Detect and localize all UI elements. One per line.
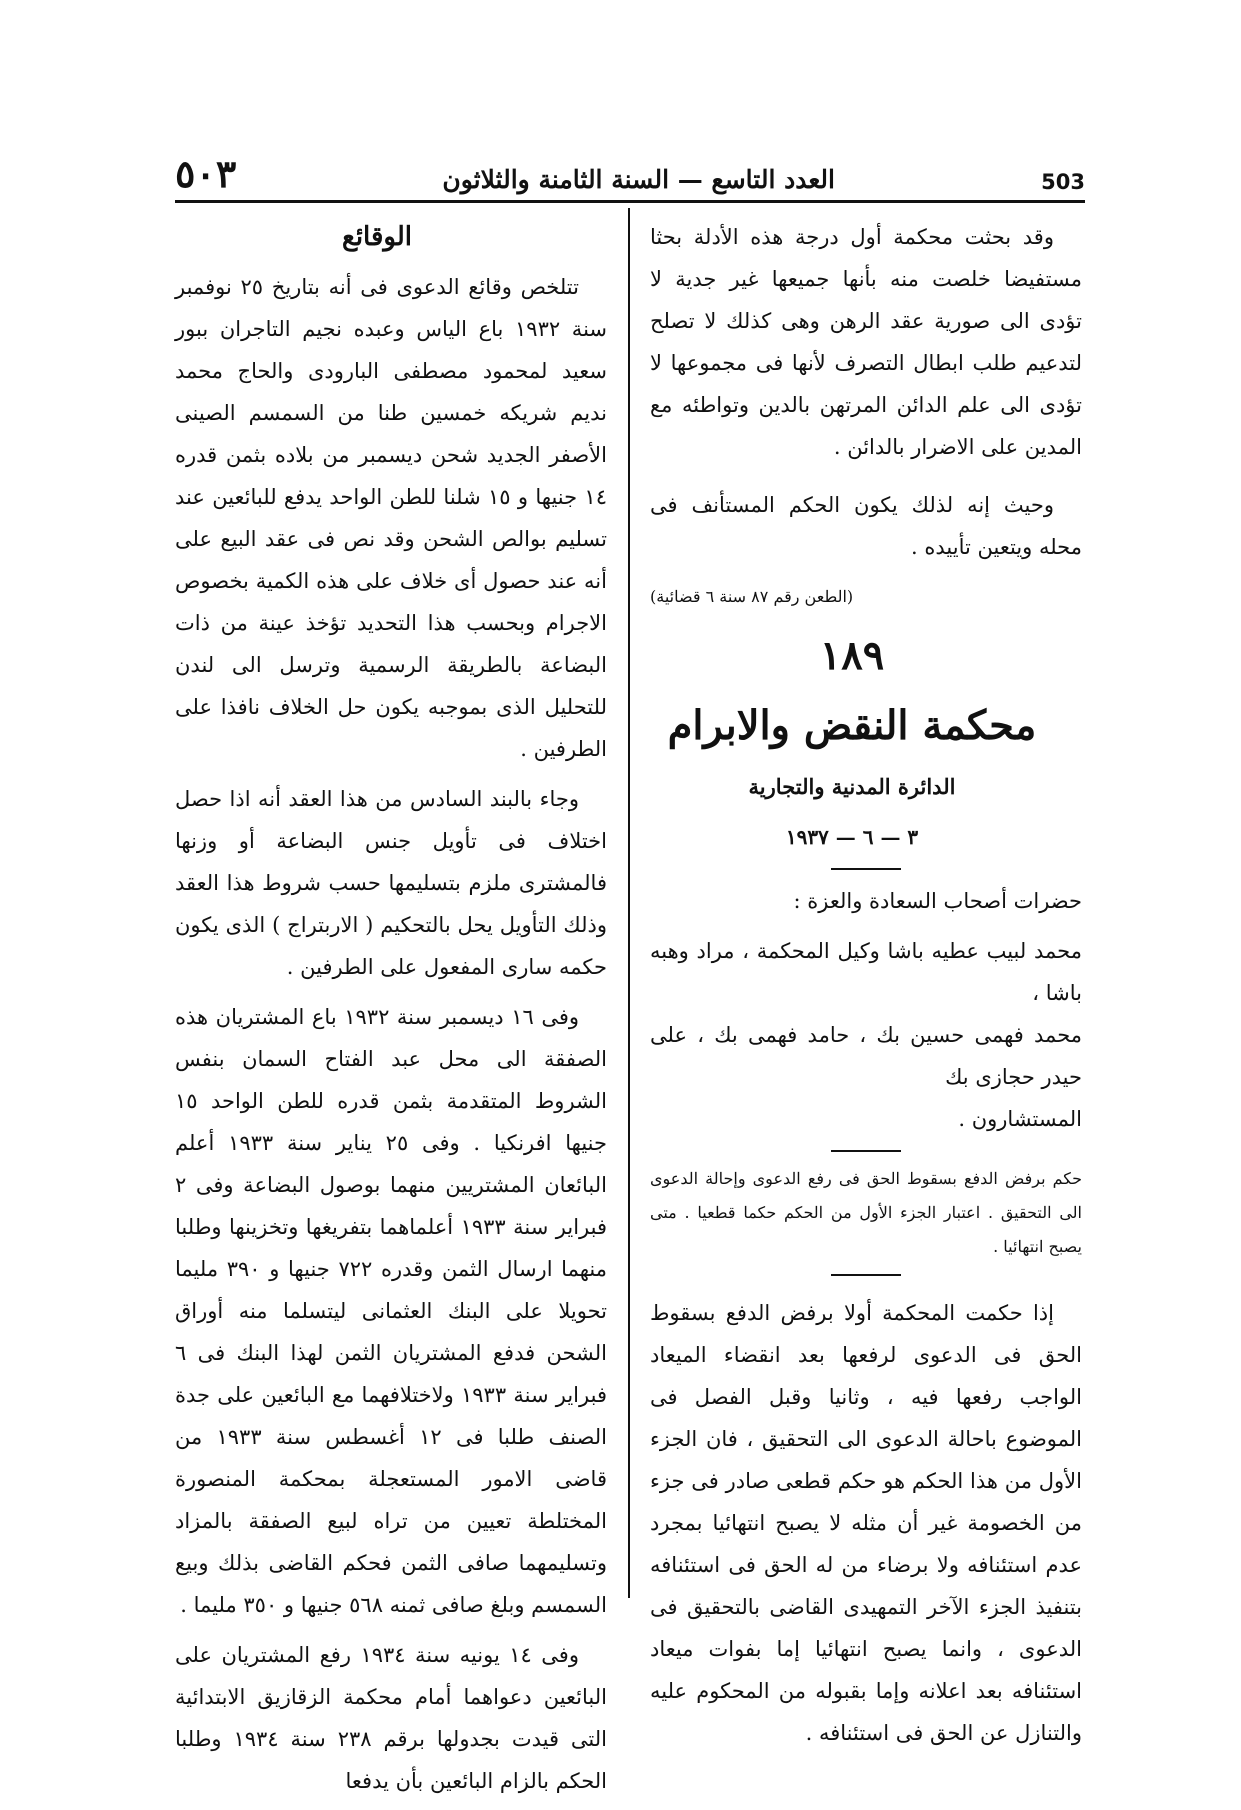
paragraph: وقد بحثت محكمة أول درجة هذه الأدلة بحثا مستفيضا خلصت منه بأنها جميعها غير جدية لا تؤدى الى صورية عقد الرهن وهى كذلك لا تصلح لتدعيم طلب ابطال التصرف لأنها فى مجموعها لا تؤدى الى علم الدائن المرتهن بالدين وتواطئه مع المدين على الاضرار بالدائن . bbox=[650, 225, 1082, 459]
judges-line: محمد لبيب عطيه باشا وكيل المحكمة ، مراد وهبه باشا ، bbox=[650, 939, 1082, 1005]
divider-rule bbox=[831, 868, 901, 870]
paragraph: تتلخص وقائع الدعوى فى أنه بتاريخ ٢٥ نوفمبر سنة ١٩٣٢ باع الياس وعبده نجيم التاجران ببور سعيد لمحمود مصطفى البارودى والحاج محمد نديم شريكه خمسين طنا من السمسم الصينى الأصفر الجديد شحن ديسمبر من بلاده بثمن قدره ١٤ جنيها و ١٥ شلنا للطن الواحد يدفع للبائعين عند تسليم بوالص الشحن وقد نص فى عقد البيع على أنه عند حصول أى خلاف على هذه الكمية بخصوص الاجرام وبحسب هذا التحديد تؤخذ عينة من ذات البضاعة بالطريقة الرسمية وترسل الى لندن للتحليل الذى بموجبه يكون حل الخلاف نافذا على الطرفين . bbox=[175, 275, 608, 761]
court-name: محكمة النقض والابرام bbox=[667, 702, 1037, 749]
holding-paragraph: إذا حكمت المحكمة أولا برفض الدفع بسقوط الحق فى الدعوى لرفعها بعد انقضاء الميعاد الواجب رفعها فيه ، وثانيا وقبل الفصل فى الموضوع باحالة الدعوى الى التحقيق ، فان الجزء الأول من هذا الحكم هو حكم قطعى صادر فى جزء من الخصومة غير أن مثله لا يصبح انتهائيا بمجرد عدم استئنافه ولا برضاء من له الحق فى استئنافه بتنفيذ الجزء الآخر التمهيدى القاضى بالتحقيق فى الدعوى ، وانما يصبح انتهائيا إما بفوات ميعاد استئنافه بعد اعلانه وإما بقبوله من المحكوم عليه والتنازل عن الحق فى استئنافه . bbox=[650, 1301, 1082, 1745]
left-column bbox=[175, 216, 607, 1810]
case-summary: حكم برفض الدفع بسقوط الحق فى رفع الدعوى وإحالة الدعوى الى التحقيق . اعتبار الجزء الأول من الحكم حكما قطعيا . متى يصبح انتهائيا . bbox=[650, 1169, 1082, 1256]
column-divider bbox=[628, 208, 630, 1598]
paragraph: وفى ١٦ ديسمبر سنة ١٩٣٢ باع المشتريان هذه الصفقة الى محل عبد الفتاح السمان بنفس الشروط المتقدمة بثمن قدره للطن الواحد ١٥ جنيها افرنكيا . وفى ٢٥ يناير سنة ١٩٣٣ أعلم البائعان المشتريين منهما بوصول البضاعة وفى ٢ فبراير سنة ١٩٣٣ أعلماهما بتفريغها وتخزينها وطلبا منهما ارسال الثمن وقدره ٧٢٢ جنيها و ٣٩٠ مليما تحويلا على البنك العثمانى ليتسلما منه أوراق الشحن فدفع المشتريان الثمن لهذا البنك فى ٦ فبراير سنة ١٩٣٣ ولاختلافهما مع البائعين على جدة الصنف طلبا فى ١٢ أغسطس سنة ١٩٣٣ من قاضى الامور المستعجلة بمحكمة المنصورة المختلطة تعيين من تراه لبيع الصفقة بالمزاد وتسليمهما صافى الثمن فحكم القاضى بذلك وبيع السمسم وبلغ صافى ثمنه ٥٦٨ جنيها و ٣٥٠ مليما . bbox=[175, 1005, 608, 1617]
page-number-latin: 503 bbox=[1041, 170, 1085, 194]
divider-rule bbox=[831, 1274, 901, 1276]
paragraph: وجاء بالبند السادس من هذا العقد أنه اذا حصل اختلاف فى تأويل جنس البضاعة أو وزنها فالمشترى ملزم بتسليمها حسب شروط هذا العقد وذلك التأويل يحل بالتحكيم ( الاربتراج ) الذى يكون حكمه سارى المفعول على الطرفين . bbox=[175, 787, 607, 979]
decision-date: ٣ — ٦ — ١٩٣٧ bbox=[785, 825, 919, 849]
paragraph: وحيث إنه لذلك يكون الحكم المستأنف فى محله ويتعين تأييده . bbox=[650, 493, 1082, 559]
running-title: العدد التاسع — السنة الثامنة والثلاثون bbox=[442, 165, 835, 194]
paragraph: وفى ١٤ يونيه سنة ١٩٣٤ رفع المشتريان على البائعين دعواهما أمام محكمة الزقازيق الابتدائية التى قيدت بجدولها برقم ٢٣٨ سنة ١٩٣٤ وطلبا الحكم بالزام البائعين بأن يدفعا bbox=[175, 1643, 608, 1793]
judges-line: المستشارون . bbox=[958, 1107, 1082, 1131]
divider-rule bbox=[831, 1150, 901, 1152]
page-header bbox=[175, 150, 1085, 203]
judges-list bbox=[650, 930, 1082, 1140]
page-number-arabic: ٥٠٣ bbox=[175, 151, 237, 196]
attendance-intro: حضرات أصحاب السعادة والعزة : bbox=[793, 889, 1082, 913]
chamber-name: الدائرة المدنية والتجارية bbox=[748, 774, 956, 799]
citation: (الطعن رقم ٨٧ سنة ٦ قضائية) bbox=[650, 587, 854, 606]
case-number: ١٨٩ bbox=[819, 632, 885, 679]
section-title: الوقائع bbox=[341, 222, 412, 252]
judges-line: محمد فهمى حسين بك ، حامد فهمى بك ، على حيدر حجازى بك bbox=[650, 1023, 1082, 1089]
right-column bbox=[650, 216, 1082, 1762]
